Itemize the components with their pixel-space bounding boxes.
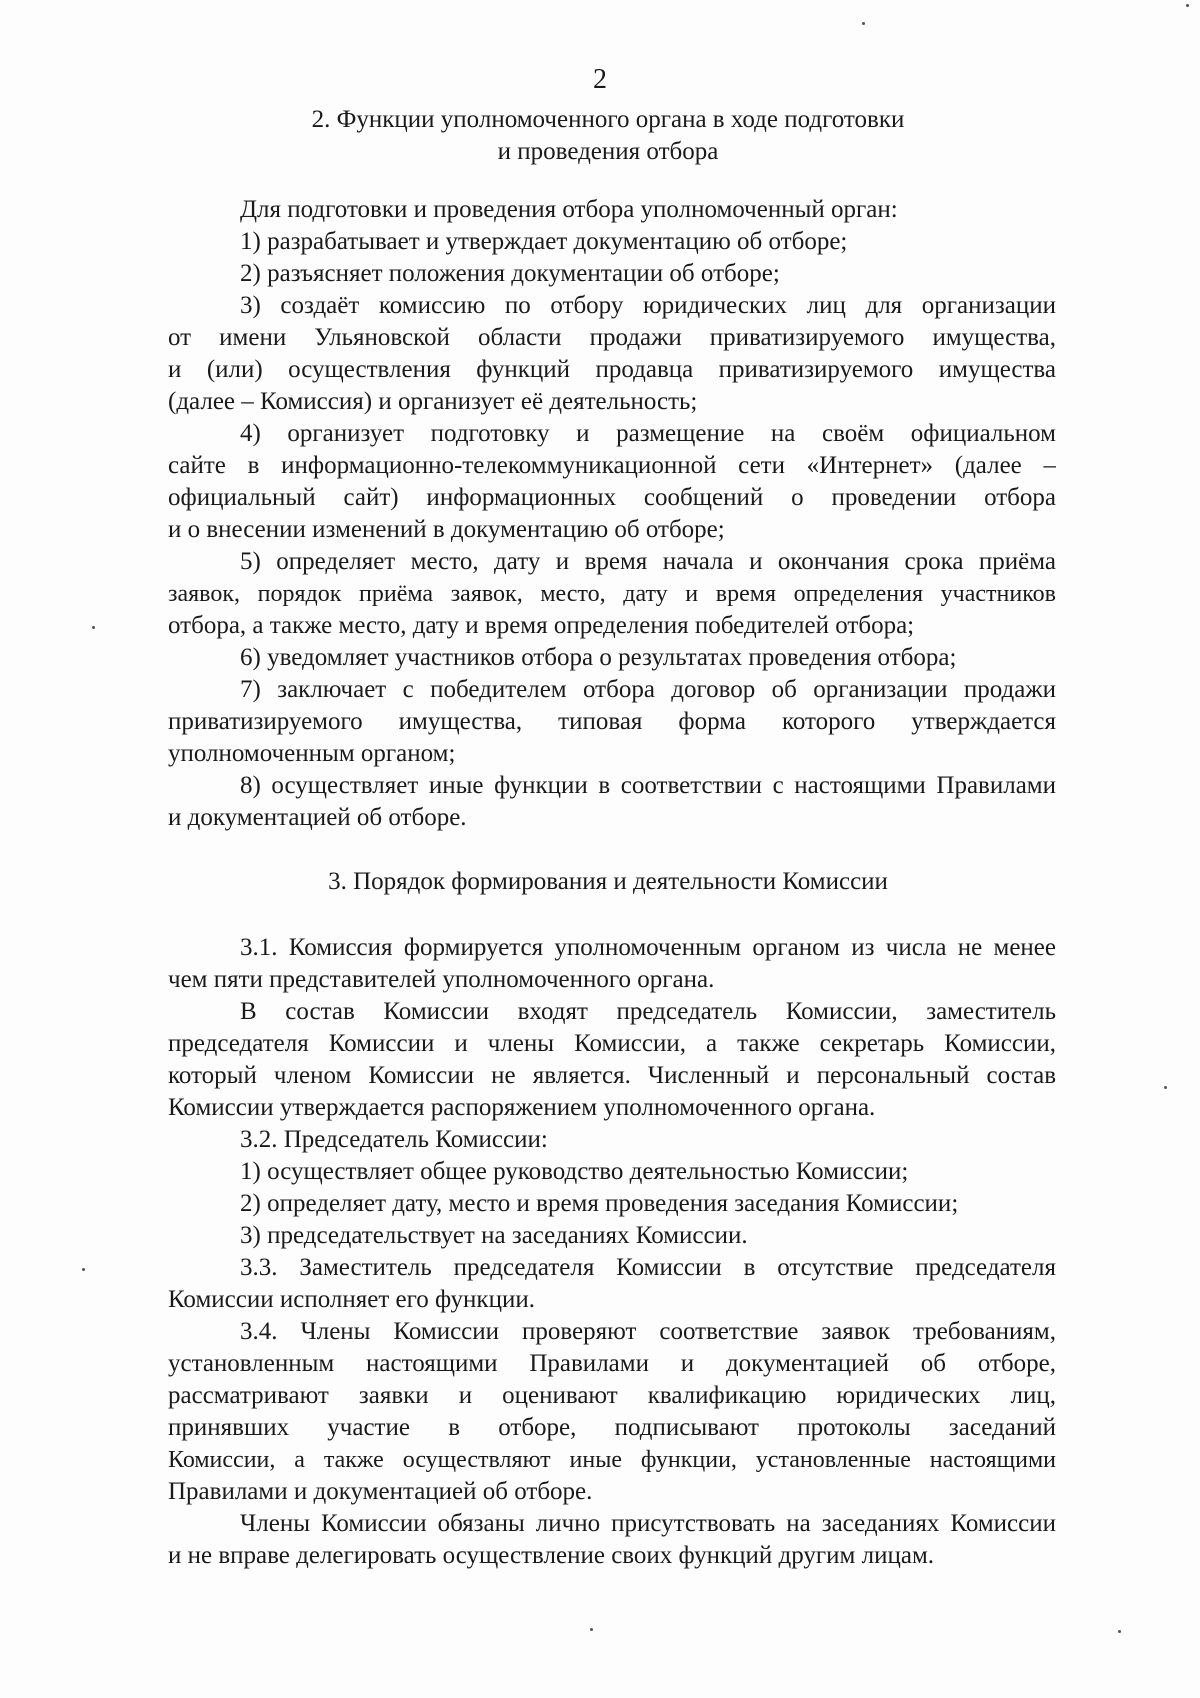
section-2-item-3-line-2: от имени Ульяновской области продажи приватизируемого имущества,	[168, 324, 1056, 351]
section-2-item-8-line-2: и документацией об отборе.	[168, 804, 467, 831]
section-2-item-6: 6) уведомляет участников отбора о результатах проведения отбора;	[240, 644, 957, 671]
section-2-item-7-line-1: 7) заключает с победителем отбора договор об организации продажи	[240, 676, 1056, 703]
section-2-item-4-line-4: и о внесении изменений в документацию об отборе;	[168, 516, 725, 543]
section-3-duty-line-1: Члены Комиссии обязаны лично присутствовать на заседаниях Комиссии	[240, 1510, 1056, 1537]
section-2-item-2: 2) разъясняет положения документации об отборе;	[240, 260, 780, 287]
section-3-2-item-3: 3) председательствует на заседаниях Комиссии.	[240, 1222, 748, 1249]
section-3-3-line-1: 3.3. Заместитель председателя Комиссии в отсутствие председателя	[240, 1254, 1056, 1281]
section-2-item-4-line-2: сайте в информационно-телекоммуникационной сети «Интернет» (далее –	[168, 452, 1056, 479]
section-2-item-1: 1) разрабатывает и утверждает документацию об отборе;	[240, 228, 848, 255]
section-3-2-heading: 3.2. Председатель Комиссии:	[240, 1126, 548, 1153]
section-3-composition-line-1: В состав Комиссии входят председатель Комиссии, заместитель	[240, 998, 1056, 1025]
section-2-heading-line-1: 2. Функции уполномоченного органа в ходе подготовки	[311, 106, 905, 133]
scan-speck	[862, 22, 865, 25]
scan-speck	[1118, 1630, 1121, 1633]
section-3-4-line-4: принявших участие в отборе, подписывают протоколы заседаний	[168, 1414, 1056, 1441]
section-2-item-3-line-1: 3) создаёт комиссию по отбору юридических лиц для организации	[240, 292, 1056, 319]
section-3-4-line-3: рассматривают заявки и оценивают квалификацию юридических лиц,	[168, 1382, 1056, 1409]
section-2-item-5-line-3: отбора, а также место, дату и время определения победителей отбора;	[168, 612, 915, 639]
section-3-composition-line-4: Комиссии утверждается распоряжением уполномоченного органа.	[168, 1094, 876, 1121]
section-2-item-4-line-1: 4) организует подготовку и размещение на своём официальном	[240, 420, 1056, 447]
section-3-1-line-1: 3.1. Комиссия формируется уполномоченным органом из числа не менее	[240, 934, 1056, 961]
section-3-heading	[168, 866, 1048, 898]
page-number: 2	[593, 64, 607, 95]
section-3-composition-line-3: который членом Комиссии не является. Численный и персональный состав	[168, 1062, 1056, 1089]
section-2-item-3-line-4: (далее – Комиссия) и организует её деятельность;	[168, 388, 698, 415]
section-2-item-7-line-2: приватизируемого имущества, типовая форма которого утверждается	[168, 708, 1056, 735]
section-3-2-item-2: 2) определяет дату, место и время проведения заседания Комиссии;	[240, 1190, 959, 1217]
section-2-item-7-line-3: уполномоченным органом;	[168, 740, 456, 767]
section-3-composition-line-2: председателя Комиссии и члены Комиссии, а также секретарь Комиссии,	[168, 1030, 1056, 1057]
section-2-item-4-line-3: официальный сайт) информационных сообщений о проведении отбора	[168, 484, 1056, 511]
section-3-duty-line-2: и не вправе делегировать осуществление своих функций другим лицам.	[168, 1542, 935, 1569]
section-2-item-8-line-1: 8) осуществляет иные функции в соответствии с настоящими Правилами	[240, 772, 1056, 799]
section-2-item-5-line-2: заявок, порядок приёма заявок, место, дату и время определения участников	[168, 581, 1056, 607]
scan-speck	[1186, 4, 1189, 7]
section-3-4-line-6: Правилами и документацией об отборе.	[168, 1478, 593, 1505]
scan-speck	[590, 1628, 593, 1631]
section-3-2-item-1: 1) осуществляет общее руководство деятельностью Комиссии;	[240, 1158, 909, 1185]
section-3-4-line-1: 3.4. Члены Комиссии проверяют соответствие заявок требованиям,	[240, 1318, 1056, 1345]
section-3-heading-line: 3. Порядок формирования и деятельности Комиссии	[328, 868, 888, 895]
section-2-item-5-line-1: 5) определяет место, дату и время начала и окончания срока приёма	[240, 548, 1056, 575]
section-3-1-line-2: чем пяти представителей уполномоченного органа.	[168, 966, 715, 993]
section-2-intro: Для подготовки и проведения отбора уполномоченный орган:	[240, 196, 898, 223]
section-2-item-3-line-3: и (или) осуществления функций продавца приватизируемого имущества	[168, 356, 1056, 383]
section-3-4-line-2: установленным настоящими Правилами и документацией об отборе,	[168, 1350, 1056, 1377]
section-3-4-line-5: Комиссии, а также осуществляют иные функции, установленные настоящими	[168, 1447, 1056, 1473]
scan-speck	[1164, 1086, 1167, 1089]
scan-speck	[92, 626, 95, 629]
section-3-3-line-2: Комиссии исполняет его функции.	[168, 1286, 535, 1313]
scan-speck	[82, 1268, 85, 1271]
section-2-heading	[168, 104, 1048, 168]
section-2-heading-line-2: и проведения отбора	[497, 138, 719, 165]
